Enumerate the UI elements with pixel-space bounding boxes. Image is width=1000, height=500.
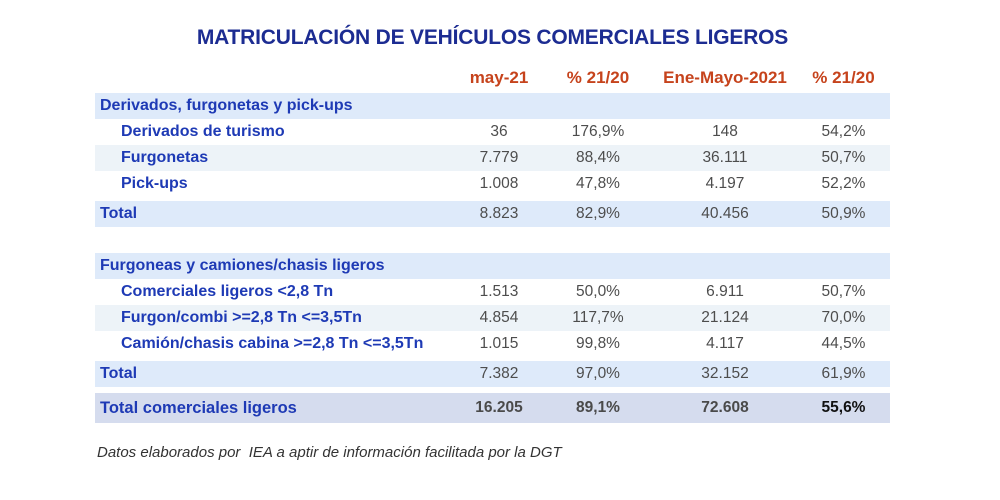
column-header-ene-mayo-2021: Ene-Mayo-2021 — [663, 67, 787, 87]
cell-value: 36.111 — [702, 149, 748, 166]
data-row — [95, 279, 890, 305]
total-row — [95, 361, 890, 387]
cell-value: 50,0% — [576, 283, 620, 300]
column-header-row — [95, 62, 890, 93]
cell-value: 97,0% — [576, 365, 620, 382]
section-header-row — [95, 93, 890, 119]
data-row — [95, 305, 890, 331]
cell-value: 117,7% — [572, 309, 624, 326]
cell-value: 1.015 — [479, 335, 519, 352]
cell-value: 55,6% — [821, 399, 866, 416]
cell-value: 52,2% — [821, 175, 866, 192]
cell-value: 176,9% — [571, 123, 625, 140]
section-header-row — [95, 253, 890, 279]
row-label: Furgonetas — [121, 149, 209, 166]
cell-value: 4.197 — [705, 175, 745, 192]
source-footnote: Datos elaborados por IEA a aptir de información facilitada por la DGT — [97, 444, 562, 461]
cell-value: 6.911 — [706, 283, 744, 300]
cell-value: 50,9% — [821, 205, 866, 222]
row-label: Derivados, furgonetas y pick-ups — [100, 97, 353, 114]
cell-value: 32.152 — [701, 365, 749, 382]
cell-value: 44,5% — [821, 335, 866, 352]
cell-value: 4.854 — [479, 309, 519, 326]
column-header-pct-21-20-ytd: % 21/20 — [812, 67, 875, 87]
row-label: Furgoneas y camiones/chasis ligeros — [100, 257, 385, 274]
cell-value: 88,4% — [576, 149, 620, 166]
cell-value: 82,9% — [576, 205, 620, 222]
data-row — [95, 119, 890, 145]
row-label: Total — [100, 365, 138, 382]
cell-value: 8.823 — [479, 205, 519, 222]
data-row — [95, 171, 890, 197]
cell-value: 4.117 — [706, 335, 744, 352]
row-label: Total — [100, 205, 138, 222]
cell-value: 99,8% — [576, 335, 620, 352]
row-label: Pick-ups — [121, 175, 188, 192]
cell-value: 7.382 — [479, 365, 519, 382]
data-row — [95, 331, 890, 357]
row-label: Camión/chasis cabina >=2,8 Tn <=3,5Tn — [121, 335, 424, 352]
vehicle-registrations-table — [95, 62, 890, 423]
cell-value: 47,8% — [576, 175, 620, 192]
cell-value: 16.205 — [475, 399, 523, 416]
cell-value: 89,1% — [576, 399, 620, 416]
cell-value: 148 — [712, 123, 738, 140]
cell-value: 1.513 — [479, 283, 519, 300]
cell-value: 54,2% — [821, 123, 866, 140]
row-label: Total comerciales ligeros — [100, 398, 297, 417]
cell-value: 36 — [490, 123, 508, 140]
cell-value: 70,0% — [821, 309, 866, 326]
page-title: MATRICULACIÓN DE VEHÍCULOS COMERCIALES LIGEROS — [196, 26, 789, 49]
cell-value: 1.008 — [479, 175, 519, 192]
row-label: Comerciales ligeros <2,8 Tn — [121, 283, 334, 300]
cell-value: 72.608 — [701, 399, 749, 416]
column-header-pct-21-20-month: % 21/20 — [566, 67, 630, 87]
cell-value: 50,7% — [821, 283, 866, 300]
column-header-may-21: may-21 — [469, 67, 529, 87]
cell-value: 61,9% — [821, 365, 866, 382]
cell-value: 40.456 — [701, 205, 749, 222]
cell-value: 21.124 — [701, 309, 749, 326]
data-row — [95, 145, 890, 171]
total-row — [95, 201, 890, 227]
cell-value: 7.779 — [479, 149, 519, 166]
table-body — [95, 93, 890, 423]
row-label: Furgon/combi >=2,8 Tn <=3,5Tn — [121, 309, 362, 326]
grand-total-row — [95, 393, 890, 423]
row-label: Derivados de turismo — [121, 123, 285, 140]
cell-value: 50,7% — [821, 149, 866, 166]
